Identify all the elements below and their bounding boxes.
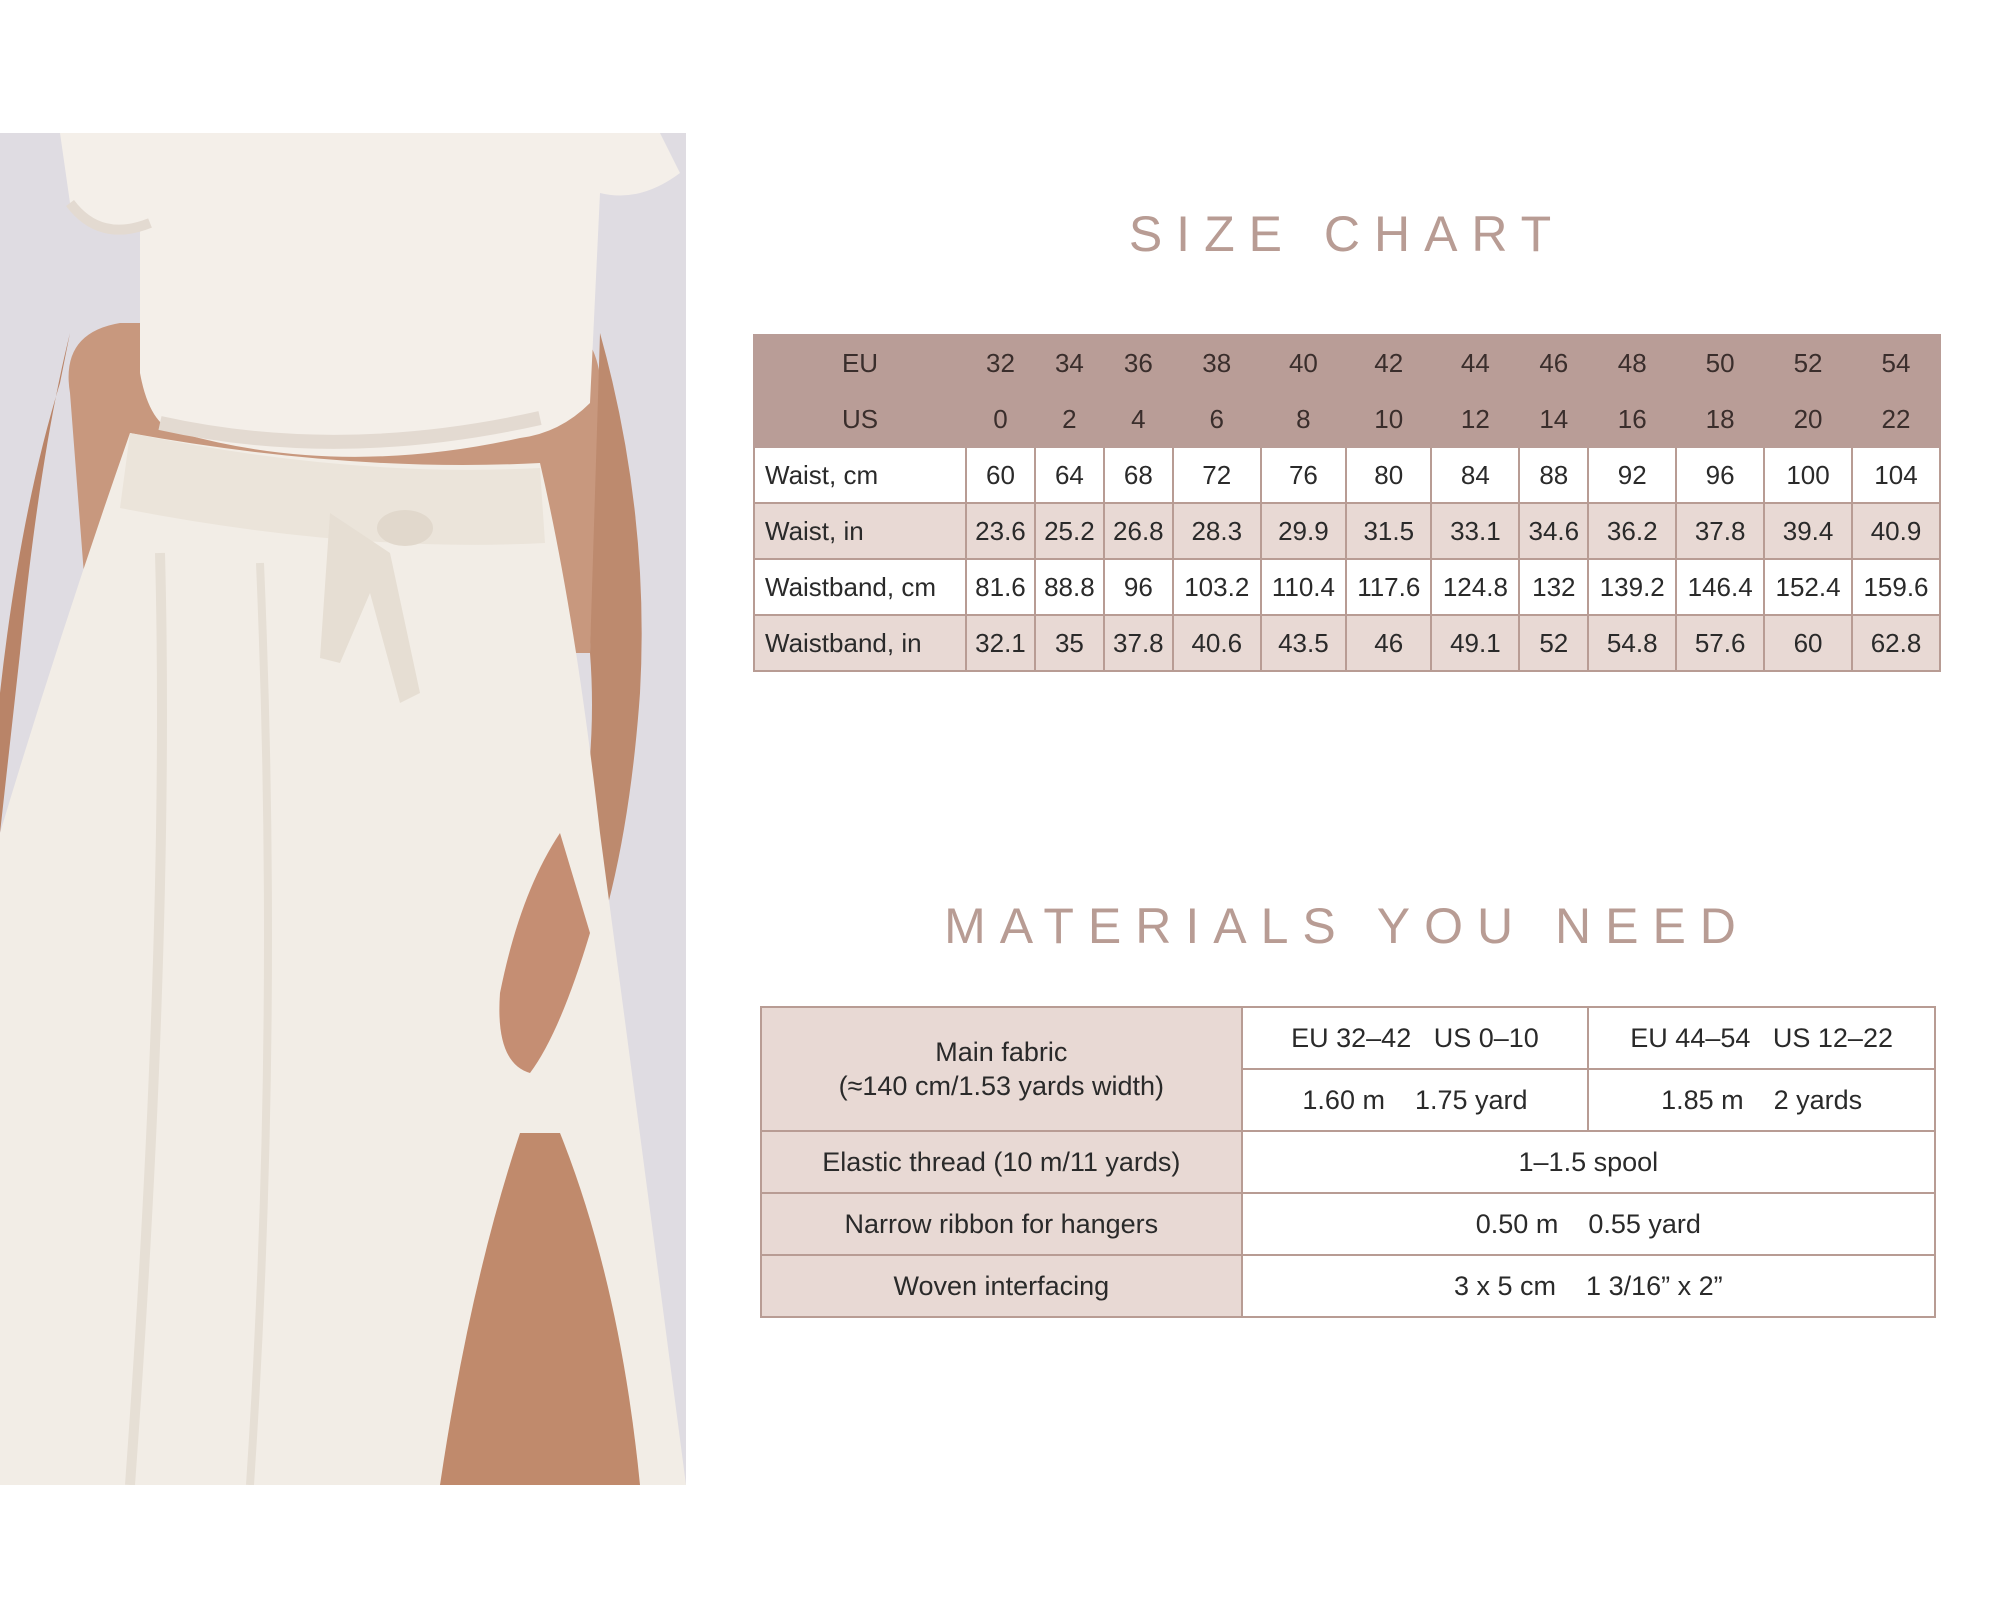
table-row-us <box>754 391 1940 447</box>
table-cell: 16 <box>1588 391 1676 447</box>
table-cell: 100 <box>1764 447 1852 503</box>
interfacing-label: Woven interfacing <box>761 1255 1242 1317</box>
table-row-waistband-cm <box>754 559 1940 615</box>
size-chart-title: SIZE CHART <box>1128 206 1566 262</box>
table-row-main-fabric <box>761 1007 1935 1069</box>
table-cell: 12 <box>1431 391 1519 447</box>
table-row-ribbon <box>761 1193 1935 1255</box>
table-cell: 62.8 <box>1852 615 1940 671</box>
table-cell: 25.2 <box>1035 503 1104 559</box>
table-cell: 36 <box>1104 335 1173 391</box>
materials-table <box>760 1006 1936 1318</box>
table-row-eu <box>754 335 1940 391</box>
table-cell: 96 <box>1676 447 1764 503</box>
table-cell: 152.4 <box>1764 559 1852 615</box>
table-cell: 139.2 <box>1588 559 1676 615</box>
table-cell: 46 <box>1519 335 1588 391</box>
table-cell: 40.6 <box>1173 615 1261 671</box>
table-row-waist-cm <box>754 447 1940 503</box>
table-cell: 54 <box>1852 335 1940 391</box>
materials-title: MATERIALS YOU NEED <box>944 898 1750 954</box>
row-label: Waist, cm <box>754 447 966 503</box>
table-cell: 32 <box>966 335 1035 391</box>
table-cell: 57.6 <box>1676 615 1764 671</box>
table-cell: 20 <box>1764 391 1852 447</box>
model-wearing-skirt-set <box>0 133 686 1485</box>
table-cell: 43.5 <box>1261 615 1346 671</box>
table-row-waist-in <box>754 503 1940 559</box>
table-cell: 8 <box>1261 391 1346 447</box>
table-cell: 38 <box>1173 335 1261 391</box>
table-row-waistband-in <box>754 615 1940 671</box>
table-cell: 40 <box>1261 335 1346 391</box>
size-chart-table <box>753 334 1941 672</box>
elastic-value: 1–1.5 spool <box>1242 1131 1935 1193</box>
table-cell: 159.6 <box>1852 559 1940 615</box>
table-cell: 81.6 <box>966 559 1035 615</box>
product-photo <box>0 133 686 1485</box>
table-cell: 54.8 <box>1588 615 1676 671</box>
table-cell: 88.8 <box>1035 559 1104 615</box>
table-cell: 23.6 <box>966 503 1035 559</box>
row-label: Waistband, in <box>754 615 966 671</box>
table-cell: 80 <box>1346 447 1431 503</box>
main-fabric-name: Main fabric <box>935 1037 1068 1067</box>
row-label: Waist, in <box>754 503 966 559</box>
row-label: US <box>754 391 966 447</box>
table-cell: 28.3 <box>1173 503 1261 559</box>
table-cell: 49.1 <box>1431 615 1519 671</box>
table-cell: 35 <box>1035 615 1104 671</box>
table-cell: 46 <box>1346 615 1431 671</box>
table-cell: 110.4 <box>1261 559 1346 615</box>
fabric-amount-large: 1.85 m 2 yards <box>1588 1069 1935 1131</box>
table-cell: 29.9 <box>1261 503 1346 559</box>
table-cell: 72 <box>1173 447 1261 503</box>
table-cell: 104 <box>1852 447 1940 503</box>
table-cell: 117.6 <box>1346 559 1431 615</box>
row-label: EU <box>754 335 966 391</box>
table-cell: 146.4 <box>1676 559 1764 615</box>
table-cell: 37.8 <box>1676 503 1764 559</box>
table-cell: 68 <box>1104 447 1173 503</box>
table-cell: 4 <box>1104 391 1173 447</box>
table-cell: 124.8 <box>1431 559 1519 615</box>
table-cell: 64 <box>1035 447 1104 503</box>
table-cell: 36.2 <box>1588 503 1676 559</box>
table-cell: 39.4 <box>1764 503 1852 559</box>
fabric-amount-small: 1.60 m 1.75 yard <box>1242 1069 1589 1131</box>
table-cell: 88 <box>1519 447 1588 503</box>
table-cell: 0 <box>966 391 1035 447</box>
table-cell: 132 <box>1519 559 1588 615</box>
table-cell: 32.1 <box>966 615 1035 671</box>
table-cell: 10 <box>1346 391 1431 447</box>
table-cell: 42 <box>1346 335 1431 391</box>
main-fabric-width: (≈140 cm/1.53 yards width) <box>838 1071 1165 1101</box>
row-label: Waistband, cm <box>754 559 966 615</box>
table-cell: 40.9 <box>1852 503 1940 559</box>
table-cell: 31.5 <box>1346 503 1431 559</box>
table-cell: 33.1 <box>1431 503 1519 559</box>
table-cell: 84 <box>1431 447 1519 503</box>
table-cell: 52 <box>1519 615 1588 671</box>
elastic-label: Elastic thread (10 m/11 yards) <box>761 1131 1242 1193</box>
table-cell: 34.6 <box>1519 503 1588 559</box>
table-cell: 34 <box>1035 335 1104 391</box>
table-row-elastic <box>761 1131 1935 1193</box>
size-group-large: EU 44–54 US 12–22 <box>1588 1007 1935 1069</box>
table-cell: 60 <box>966 447 1035 503</box>
table-cell: 60 <box>1764 615 1852 671</box>
main-fabric-label <box>761 1007 1242 1131</box>
table-cell: 103.2 <box>1173 559 1261 615</box>
table-cell: 37.8 <box>1104 615 1173 671</box>
ribbon-label: Narrow ribbon for hangers <box>761 1193 1242 1255</box>
table-cell: 96 <box>1104 559 1173 615</box>
table-cell: 52 <box>1764 335 1852 391</box>
table-cell: 50 <box>1676 335 1764 391</box>
table-row-interfacing <box>761 1255 1935 1317</box>
interfacing-value: 3 x 5 cm 1 3/16” x 2” <box>1242 1255 1935 1317</box>
table-cell: 26.8 <box>1104 503 1173 559</box>
table-cell: 14 <box>1519 391 1588 447</box>
table-cell: 2 <box>1035 391 1104 447</box>
table-cell: 18 <box>1676 391 1764 447</box>
table-cell: 22 <box>1852 391 1940 447</box>
table-cell: 92 <box>1588 447 1676 503</box>
table-cell: 6 <box>1173 391 1261 447</box>
table-cell: 48 <box>1588 335 1676 391</box>
table-cell: 44 <box>1431 335 1519 391</box>
table-cell: 76 <box>1261 447 1346 503</box>
ribbon-value: 0.50 m 0.55 yard <box>1242 1193 1935 1255</box>
size-group-small: EU 32–42 US 0–10 <box>1242 1007 1589 1069</box>
